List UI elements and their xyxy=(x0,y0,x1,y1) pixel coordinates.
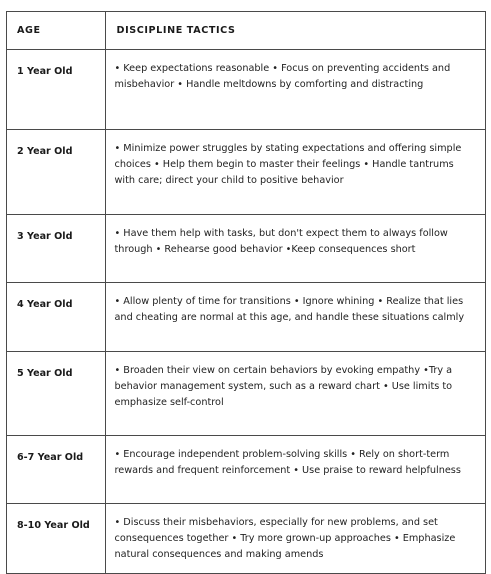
table-header xyxy=(7,12,485,50)
tactics-cell: • Have them help with tasks, but don't expect them to always follow through • Rehearse good behavior •Keep consequences short xyxy=(105,215,485,283)
tactics-cell: • Allow plenty of time for transitions • Ignore whining • Realize that lies and cheating are normal at this age, and handle these situations calmly xyxy=(105,283,485,352)
discipline-tactics-table xyxy=(6,11,486,574)
tactics-cell: • Broaden their view on certain behaviors by evoking empathy •Try a behavior management system, such as a reward chart • Use limits to emphasize self-control xyxy=(105,352,485,436)
table-row xyxy=(7,283,485,352)
table xyxy=(7,12,485,573)
age-cell: 3 Year Old xyxy=(7,215,105,283)
table-row xyxy=(7,504,485,574)
table-body xyxy=(7,50,485,574)
table-row xyxy=(7,130,485,215)
age-cell: 8-10 Year Old xyxy=(17,520,90,531)
age-cell: 1 Year Old xyxy=(7,50,105,130)
header-tactics: DISCIPLINE TACTICS xyxy=(105,12,485,50)
header-age: AGE xyxy=(7,12,105,50)
age-cell: 6-7 Year Old xyxy=(7,436,105,504)
header-row xyxy=(7,12,485,50)
tactics-cell: • Encourage independent problem-solving skills • Rely on short-term rewards and frequent reinforcement • Use praise to reward helpfulness xyxy=(105,436,485,504)
tactics-cell: • Minimize power struggles by stating expectations and offering simple choices • Help them begin to master their feelings • Handle tantrums with care; direct your child to positive behavior xyxy=(105,130,485,215)
table-row xyxy=(7,352,485,436)
table-row xyxy=(7,215,485,283)
age-cell: 2 Year Old xyxy=(7,130,105,215)
table-row xyxy=(7,436,485,504)
tactics-cell: • Keep expectations reasonable • Focus on preventing accidents and misbehavior • Handle meltdowns by comforting and distracting xyxy=(105,50,485,130)
age-cell: 5 Year Old xyxy=(7,352,105,436)
tactics-cell: • Discuss their misbehaviors, especially for new problems, and set consequences together • Try more grown-up approaches • Emphasize natural consequences and making amends xyxy=(105,504,485,574)
age-cell: 4 Year Old xyxy=(7,283,105,352)
table-row xyxy=(7,50,485,130)
